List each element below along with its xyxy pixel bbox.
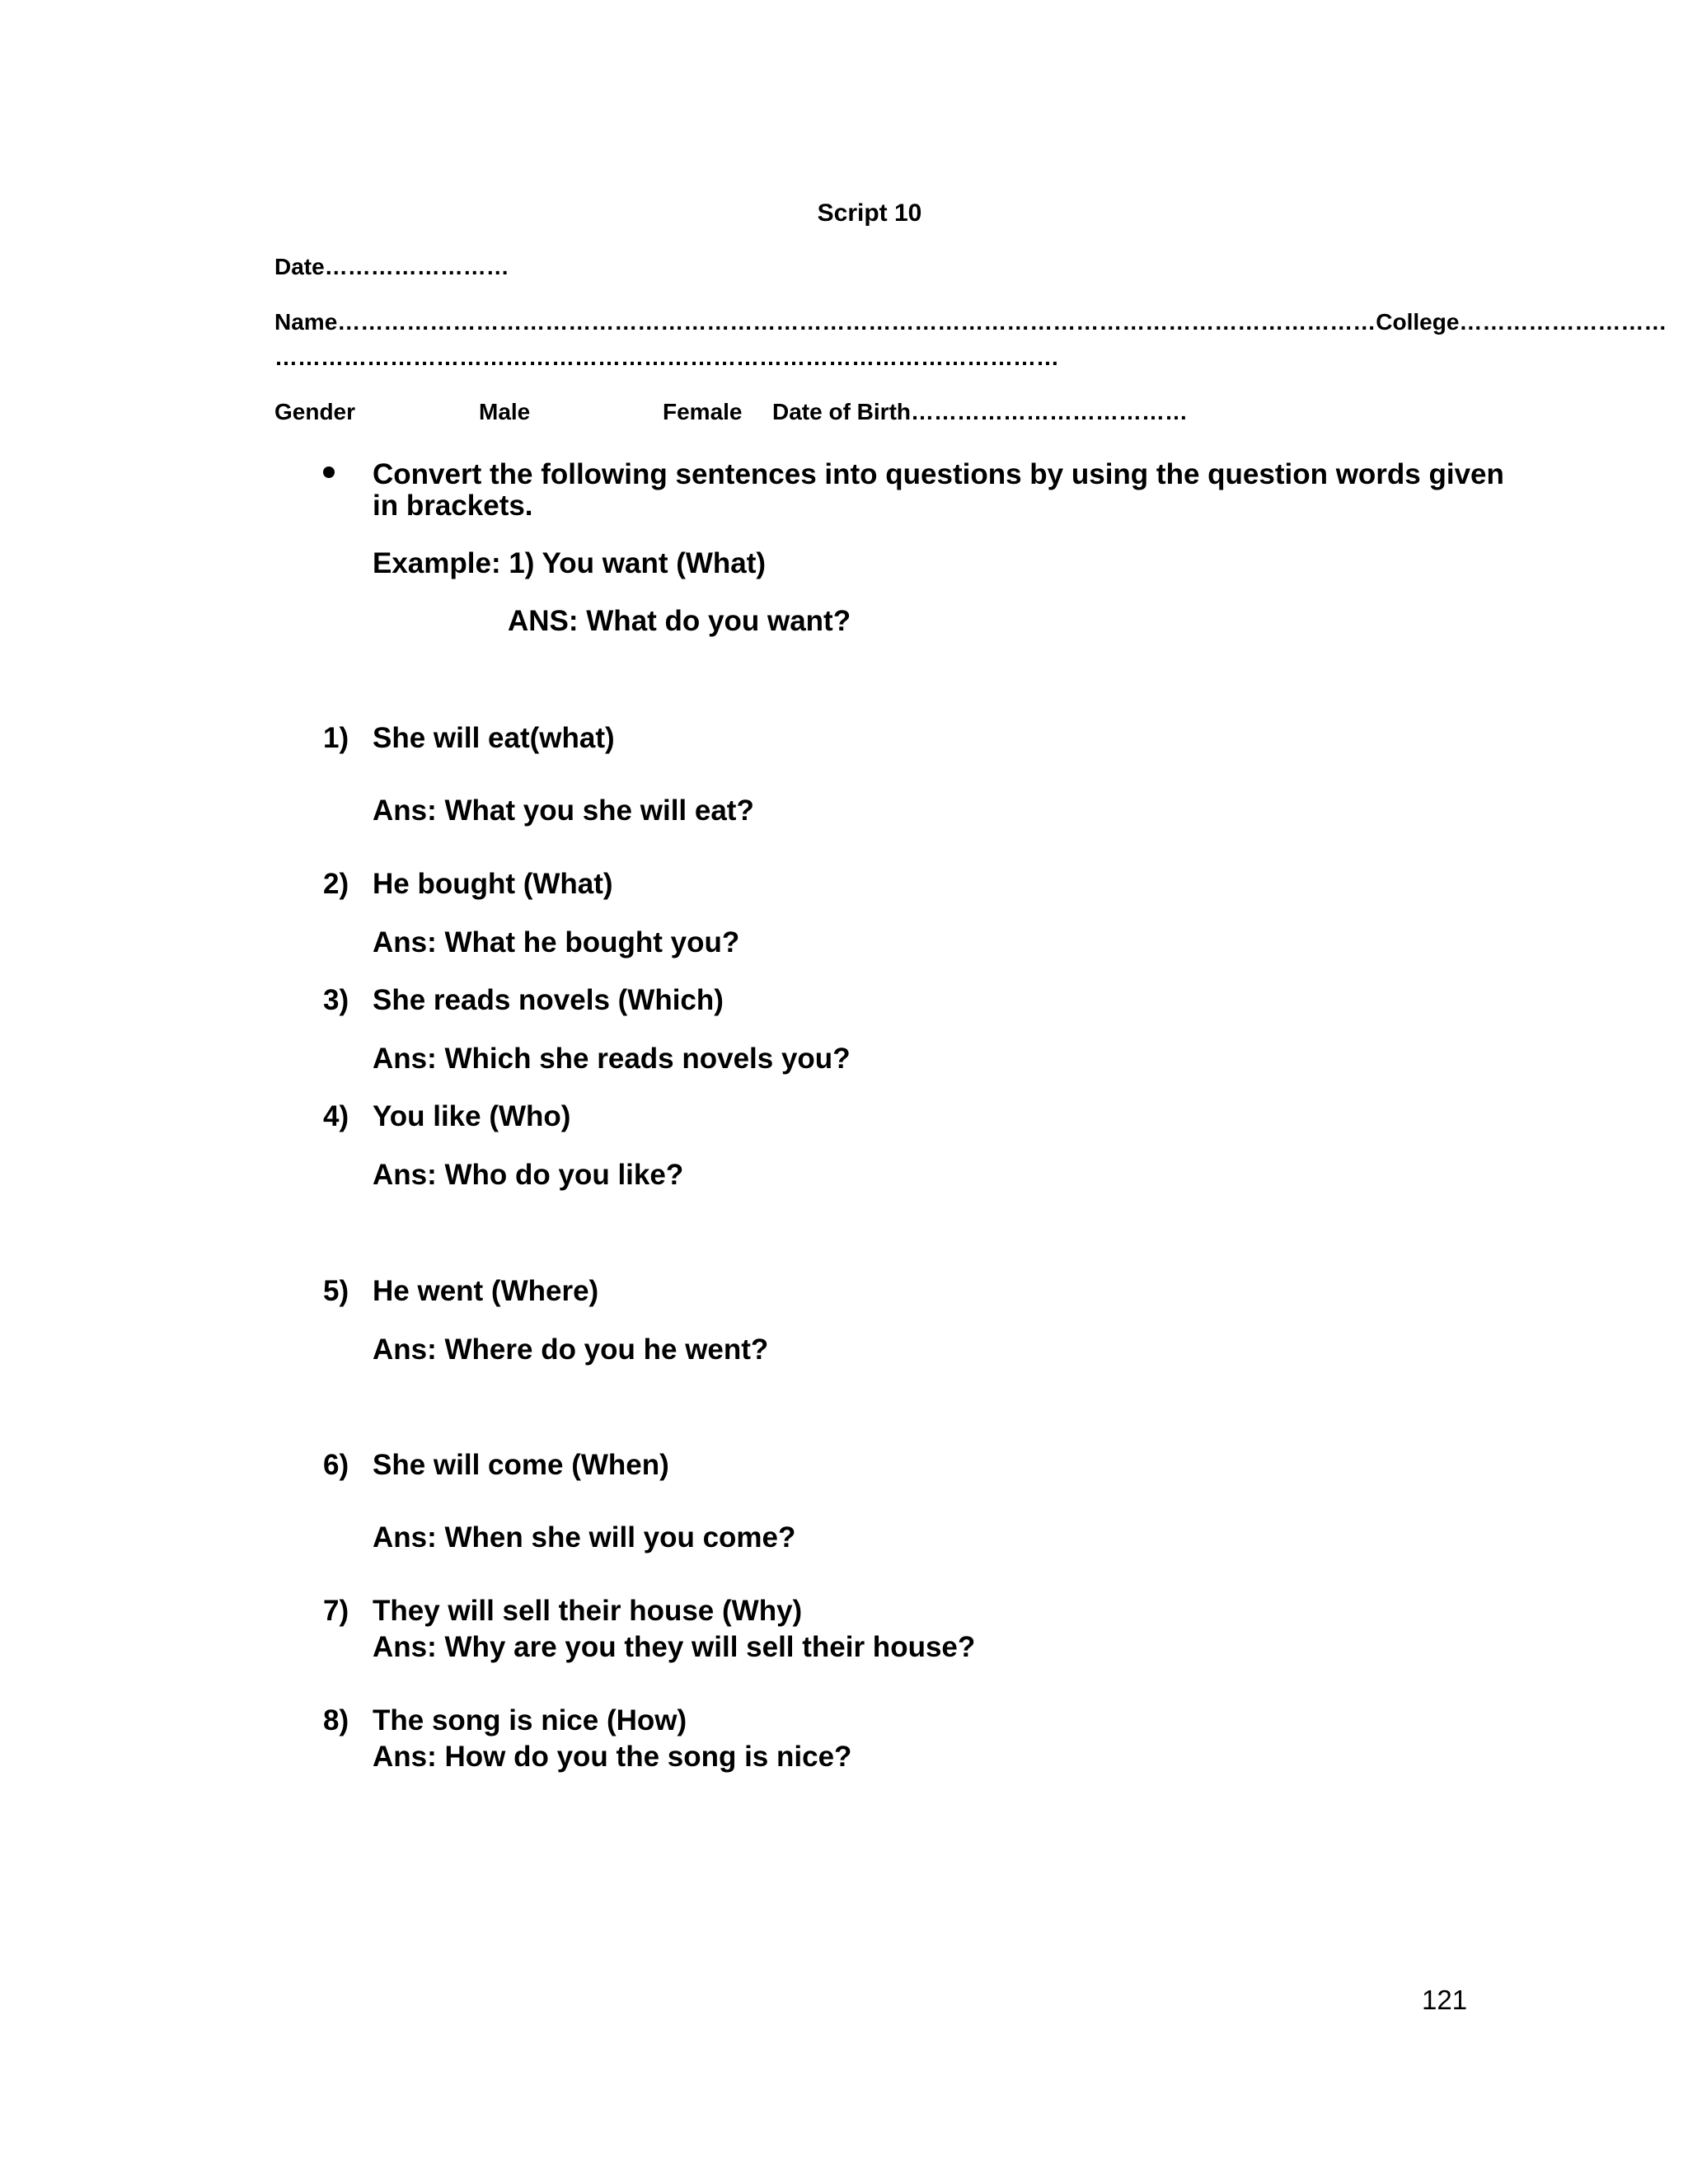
item-question: The song is nice (How) [373, 1704, 687, 1736]
item-number: 8) [323, 1704, 349, 1736]
item-number: 4) [323, 1100, 349, 1132]
item-number: 1) [323, 722, 349, 754]
item-answer: Ans: Why are you they will sell their house? [373, 1631, 976, 1663]
item-number: 7) [323, 1595, 349, 1627]
instruction-line2: in brackets. [373, 490, 533, 522]
page-title: Script 10 [817, 199, 922, 227]
item-question: You like (Who) [373, 1100, 571, 1132]
example-answer: ANS: What do you want? [508, 605, 851, 637]
item-answer: Ans: How do you the song is nice? [373, 1741, 852, 1773]
item-number: 2) [323, 868, 349, 900]
example-question: Example: 1) You want (What) [373, 547, 767, 579]
page-number: 121 [1422, 1985, 1468, 2015]
item-number: 6) [323, 1449, 349, 1481]
item-answer: Ans: Where do you he went? [373, 1333, 769, 1366]
name-college-field: Name………………………………………………………………………………………………………………………College……………………… [274, 309, 1667, 335]
bullet-icon [323, 466, 335, 478]
date-of-birth-field: Date of Birth……………………………… [772, 399, 1188, 424]
item-question: He went (Where) [373, 1275, 599, 1307]
male-option: Male [479, 399, 531, 424]
item-question: She will come (When) [373, 1449, 669, 1481]
item-answer: Ans: Which she reads novels you? [373, 1043, 851, 1075]
item-answer: Ans: When she will you come? [373, 1521, 796, 1554]
date-field: Date…………………… [274, 254, 509, 279]
instruction-line1: Convert the following sentences into questions by using the question words given [373, 458, 1504, 490]
item-answer: Ans: Who do you like? [373, 1159, 684, 1191]
gender-label: Gender [274, 399, 356, 424]
item-number: 5) [323, 1275, 349, 1307]
item-question: She reads novels (Which) [373, 984, 724, 1016]
item-question: They will sell their house (Why) [373, 1595, 803, 1627]
name-field-continuation: ………………………………………………………………………………………… [274, 344, 1059, 370]
female-option: Female [663, 399, 743, 424]
item-answer: Ans: What he bought you? [373, 926, 740, 958]
item-answer: Ans: What you she will eat? [373, 794, 754, 827]
item-question: She will eat(what) [373, 722, 615, 754]
item-question: He bought (What) [373, 868, 613, 900]
item-number: 3) [323, 984, 349, 1016]
